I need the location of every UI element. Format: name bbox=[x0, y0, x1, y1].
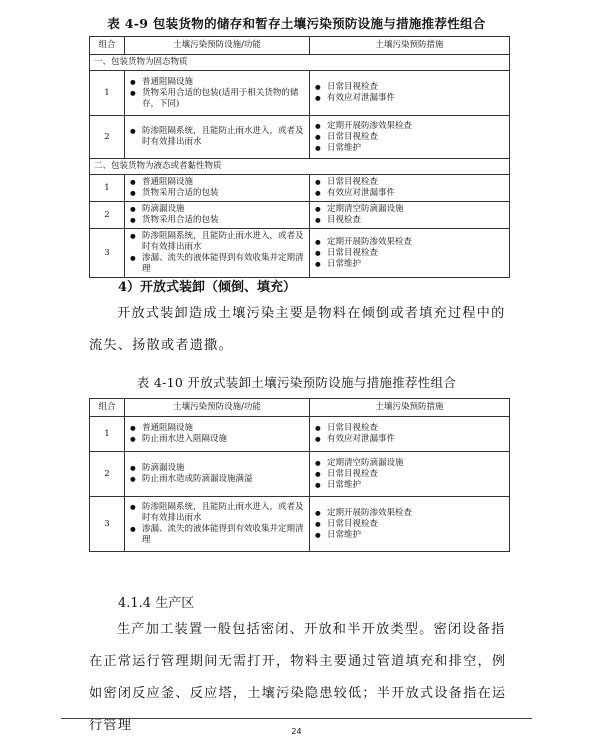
list-item: ● 渗漏、流失的液体能得到有效收集并定期清理 bbox=[128, 253, 306, 275]
col-header-combo: 组合 bbox=[90, 399, 125, 417]
table-row: 1 ● 普通阻隔设施 ● 防止雨水进入阻隔设施 ● 日常目视检查 ● 有效应对泄漏事件 bbox=[90, 417, 510, 452]
paragraph: 生产加工装置一般包括密闭、开放和半开放类型。密闭设备指在正常运行管理期间无需打开，物料主要通过管道填充和排空，例如密闭反应釜、反应塔，土壤污染隐患较低；半开放式设备指在运行管理 bbox=[89, 622, 507, 733]
list-item: ● 有效应对泄漏事件 bbox=[313, 93, 506, 104]
table-row: 1 ● 普通阻隔设施 ● 货物采用合适的包装(适用于相关货物的储存，下同) ● 日常目视检查 ● 有效应对泄漏事件 bbox=[90, 71, 510, 116]
col-header-measures: 土壤污染预防措施 bbox=[310, 399, 510, 417]
list-item: ● 渗漏、流失的液体能得到有效收集并定期清理 bbox=[128, 524, 306, 546]
paragraph: 开放式装卸造成土壤污染主要是物料在倾倒或者填充过程中的流失、扬散或者遗撒。 bbox=[89, 306, 506, 353]
group-title: 一、包装货物为固态物质 bbox=[90, 55, 510, 71]
list-item: ● 日常目视检查 bbox=[313, 177, 506, 188]
list-item: ● 货物采用合适的包装(适用于相关货物的储存，下同) bbox=[128, 88, 306, 110]
page-number: 24 bbox=[291, 727, 302, 736]
col-header-facility: 土壤污染预防设施/功能 bbox=[125, 399, 310, 417]
list-item: ● 日常目视检查 bbox=[313, 132, 506, 143]
table-row: 3 ● 防渗阻隔系统，且能防止雨水进入，或者及时有效排出雨水 ● 渗漏、流失的液体能得到有效收集并定期清理 ● 定期开展防渗效果检查 ● 日常目视检查 ● 日常维护 bbox=[90, 229, 510, 278]
list-item: ● 日常目视检查 bbox=[313, 248, 506, 259]
table-row: 3 ● 防渗阻隔系统，且能防止雨水进入，或者及时有效排出雨水 ● 渗漏、流失的液体能得到有效收集并定期清理 ● 定期开展防渗效果检查 ● 日常目视检查 ● 日常维护 bbox=[90, 497, 510, 552]
list-item: ● 日常维护 bbox=[313, 530, 506, 541]
list-item: ● 日常维护 bbox=[313, 259, 506, 270]
list-item: ● 货物采用合适的包装 bbox=[128, 215, 306, 226]
col-header-facility: 土壤污染预防设施/功能 bbox=[125, 37, 310, 55]
list-item: ● 防滴漏设施 bbox=[128, 204, 306, 215]
list-item: ● 有效应对泄漏事件 bbox=[313, 434, 506, 445]
section-heading: 4.1.4 生产区 bbox=[118, 596, 195, 611]
list-item: ● 定期清空防滴漏设施 bbox=[313, 204, 506, 215]
list-item: ● 普通阻隔设施 bbox=[128, 423, 306, 434]
list-item: ● 定期清空防滴漏设施 bbox=[313, 458, 506, 469]
list-item: ● 普通阻隔设施 bbox=[128, 77, 306, 88]
list-item: ● 普通阻隔设施 bbox=[128, 177, 306, 188]
table-row: 2 ● 防渗阻隔系统，且能防止雨水进入，或者及时有效排出雨水 ● 定期开展防渗效果检查 ● 日常目视检查 ● 日常维护 bbox=[90, 116, 510, 159]
list-item: ● 定期开展防渗效果检查 bbox=[313, 237, 506, 248]
list-item: ● 日常维护 bbox=[313, 143, 506, 154]
list-item: ● 有效应对泄漏事件 bbox=[313, 188, 506, 199]
list-item: ● 防渗阻隔系统，且能防止雨水进入，或者及时有效排出雨水 bbox=[128, 231, 306, 253]
table-4-9 bbox=[89, 36, 510, 278]
list-item: ● 日常目视检查 bbox=[313, 82, 506, 93]
table-4-10 bbox=[89, 398, 510, 552]
list-item: ● 防止雨水进入阻隔设施 bbox=[128, 434, 306, 445]
footer-rule bbox=[61, 718, 532, 719]
table-row: 1 ● 普通阻隔设施 ● 货物采用合适的包装 ● 日常目视检查 ● 有效应对泄漏事件 bbox=[90, 175, 510, 202]
list-item: ● 目视检查 bbox=[313, 215, 506, 226]
table-row: 2 ● 防滴漏设施 ● 货物采用合适的包装 ● 定期清空防滴漏设施 ● 目视检查 bbox=[90, 202, 510, 229]
list-item: ● 日常目视检查 bbox=[313, 519, 506, 530]
list-item: ● 防滴漏设施 bbox=[128, 463, 306, 474]
col-header-measures: 土壤污染预防措施 bbox=[310, 37, 510, 55]
list-item: ● 防止雨水造成防滴漏设施满溢 bbox=[128, 474, 306, 485]
subsection-heading: 4）开放式装卸（倾倒、填充） bbox=[118, 280, 297, 295]
group-title: 二、包装货物为液态或者黏性物质 bbox=[90, 159, 510, 175]
list-item: ● 定期开展防渗效果检查 bbox=[313, 121, 506, 132]
list-item: ● 防渗阻隔系统，且能防止雨水进入，或者及时有效排出雨水 bbox=[128, 126, 306, 148]
table-4-10-caption: 表 4-10 开放式装卸土壤污染预防设施与措施推荐性组合 bbox=[136, 375, 457, 390]
list-item: ● 防渗阻隔系统，且能防止雨水进入，或者及时有效排出雨水 bbox=[128, 502, 306, 524]
list-item: ● 货物采用合适的包装 bbox=[128, 188, 306, 199]
list-item: ● 定期开展防渗效果检查 bbox=[313, 508, 506, 519]
list-item: ● 日常维护 bbox=[313, 480, 506, 491]
list-item: ● 日常目视检查 bbox=[313, 423, 506, 434]
table-row: 2 ● 防滴漏设施 ● 防止雨水造成防滴漏设施满溢 ● 定期清空防滴漏设施 ● 日常目视检查 ● 日常维护 bbox=[90, 452, 510, 497]
col-header-combo: 组合 bbox=[90, 37, 125, 55]
table-4-9-caption: 表 4-9 包装货物的储存和暂存土壤污染预防设施与措施推荐性组合 bbox=[107, 16, 486, 31]
list-item: ● 日常目视检查 bbox=[313, 469, 506, 480]
